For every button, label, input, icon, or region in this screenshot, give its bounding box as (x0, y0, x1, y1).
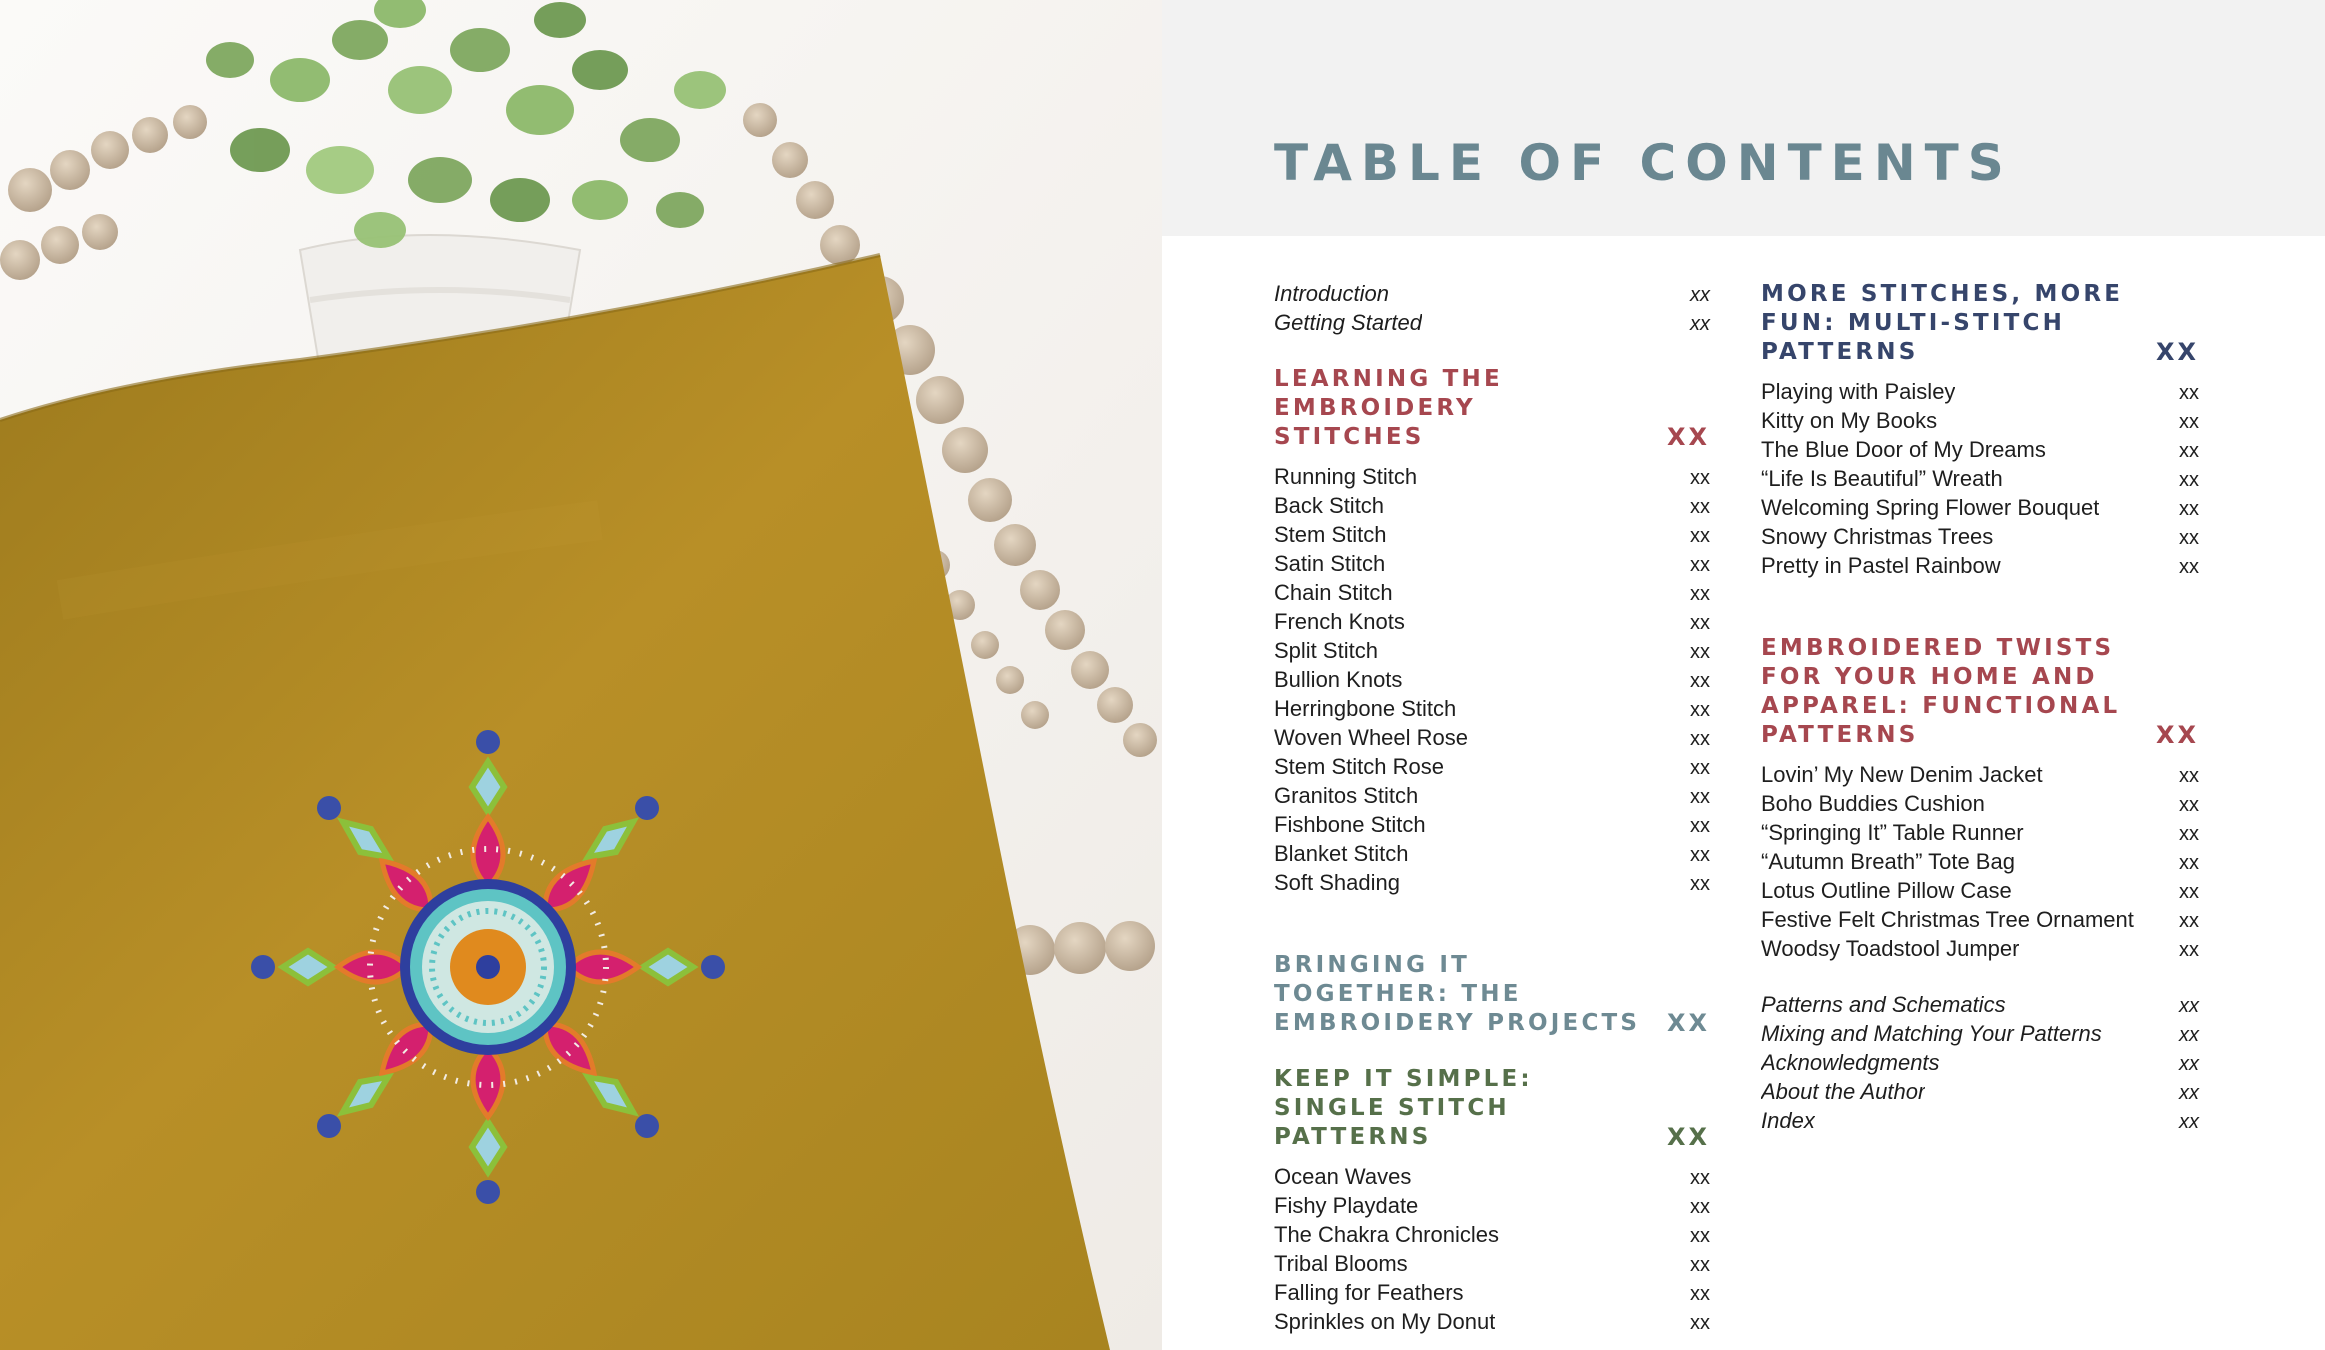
entry-page: xx (1690, 525, 1710, 547)
entry-title: Boho Buddies Cushion (1761, 791, 1985, 816)
entry-page: xx (1690, 670, 1710, 692)
entry-page: xx (1690, 699, 1710, 721)
entry-page: xx (1690, 844, 1710, 866)
toc-entry[interactable] (1761, 552, 2199, 581)
entry-title: Lotus Outline Pillow Case (1761, 878, 2012, 903)
section-title: MORE STITCHES, MORE FUN: MULTI-STITCH PATTERNS (1761, 281, 2124, 365)
entry-title: Stem Stitch (1274, 522, 1387, 547)
entry-title: Falling for Feathers (1274, 1280, 1464, 1305)
entry-title: Running Stitch (1274, 464, 1418, 489)
toc-entry[interactable] (1274, 666, 1710, 695)
section-heading-simple[interactable] (1274, 1065, 1710, 1152)
entry-title: Playing with Paisley (1761, 379, 1956, 404)
entry-page: xx (1690, 786, 1710, 808)
entry-title: Herringbone Stitch (1274, 696, 1457, 721)
entry-title: Lovin’ My New Denim Jacket (1761, 762, 2043, 787)
section-page: XX (1666, 423, 1710, 451)
entry-title: Patterns and Schematics (1761, 992, 2006, 1017)
entry-page: xx (2179, 498, 2199, 520)
toc-entry[interactable] (1761, 1049, 2199, 1078)
pillow-photo-illustration (0, 0, 1162, 1350)
toc-entry[interactable] (1761, 790, 2199, 819)
entry-title: Getting Started (1274, 310, 1422, 335)
section-heading-learning[interactable] (1274, 365, 1710, 452)
entry-page: xx (1690, 815, 1710, 837)
entry-title: Fishbone Stitch (1274, 812, 1426, 837)
toc-entry[interactable] (1274, 608, 1710, 637)
entry-page: xx (2179, 852, 2199, 874)
entry-title: Snowy Christmas Trees (1761, 524, 1994, 549)
entry-page: xx (1690, 612, 1710, 634)
toc-entry[interactable] (1761, 523, 2199, 552)
entry-title: About the Author (1761, 1079, 1926, 1104)
entry-title: Chain Stitch (1274, 580, 1393, 605)
toc-entry[interactable] (1761, 494, 2199, 523)
toc-entry[interactable] (1274, 782, 1710, 811)
toc-entry[interactable] (1274, 840, 1710, 869)
toc-entry[interactable] (1761, 1020, 2199, 1049)
toc-column-right (1761, 280, 2199, 1136)
entry-page: xx (2179, 881, 2199, 903)
toc-entry[interactable] (1274, 724, 1710, 753)
entry-title: Woodsy Toadstool Jumper (1761, 936, 2020, 961)
toc-entry[interactable] (1274, 811, 1710, 840)
single-stitch-pattern-list (1274, 1163, 1710, 1337)
toc-entry[interactable] (1274, 521, 1710, 550)
toc-entry[interactable] (1274, 1163, 1710, 1192)
section-title: LEARNING THE EMBROIDERY STITCHES (1274, 366, 1503, 450)
entry-page: xx (1690, 496, 1710, 518)
entry-page: xx (1690, 313, 1710, 335)
toc-entry[interactable] (1761, 935, 2199, 964)
entry-page: xx (1690, 1312, 1710, 1334)
entry-title: Granitos Stitch (1274, 783, 1419, 808)
entry-title: Welcoming Spring Flower Bouquet (1761, 495, 2100, 520)
entry-page: xx (1690, 284, 1710, 306)
entry-title: “Autumn Breath” Tote Bag (1761, 849, 2015, 874)
entry-title: Blanket Stitch (1274, 841, 1409, 866)
toc-entry[interactable] (1761, 906, 2199, 935)
entry-title: The Blue Door of My Dreams (1761, 437, 2046, 462)
entry-title: French Knots (1274, 609, 1405, 634)
entry-title: Introduction (1274, 281, 1389, 306)
toc-entry[interactable] (1274, 1250, 1710, 1279)
toc-entry[interactable] (1761, 877, 2199, 906)
entry-title: Back Stitch (1274, 493, 1385, 518)
entry-page: xx (2179, 411, 2199, 433)
toc-column-left (1274, 280, 1710, 1337)
entry-page: xx (1690, 641, 1710, 663)
entry-title: Festive Felt Christmas Tree Ornament (1761, 907, 2134, 932)
toc-entry[interactable] (1274, 1192, 1710, 1221)
toc-entry[interactable] (1274, 695, 1710, 724)
entry-page: xx (1690, 1196, 1710, 1218)
functional-pattern-list (1761, 761, 2199, 964)
entry-page: xx (2179, 469, 2199, 491)
learning-stitch-list (1274, 463, 1710, 898)
entry-title: Mixing and Matching Your Patterns (1761, 1021, 2102, 1046)
toc-entry[interactable] (1274, 753, 1710, 782)
entry-title: Bullion Knots (1274, 667, 1403, 692)
toc-entry[interactable] (1761, 407, 2199, 436)
entry-page: xx (1690, 554, 1710, 576)
entry-title: Sprinkles on My Donut (1274, 1309, 1496, 1334)
entry-title: Stem Stitch Rose (1274, 754, 1444, 779)
toc-entry[interactable] (1761, 1078, 2199, 1107)
toc-entry[interactable] (1274, 550, 1710, 579)
toc-entry[interactable] (1274, 463, 1710, 492)
entry-page: xx (2179, 995, 2199, 1017)
entry-page: xx (2179, 794, 2199, 816)
entry-title: Fishy Playdate (1274, 1193, 1419, 1218)
entry-page: xx (2179, 1082, 2199, 1104)
cover-photo (0, 0, 1162, 1350)
section-page: XX (1666, 1123, 1710, 1151)
entry-title: Ocean Waves (1274, 1164, 1412, 1189)
entry-page: xx (1690, 1167, 1710, 1189)
entry-title: Soft Shading (1274, 870, 1400, 895)
entry-page: xx (2179, 1024, 2199, 1046)
toc-entry[interactable] (1761, 1107, 2199, 1136)
entry-page: xx (2179, 1111, 2199, 1133)
toc-entry[interactable] (1761, 436, 2199, 465)
entry-page: xx (1690, 1283, 1710, 1305)
section-heading-more[interactable] (1761, 280, 2199, 367)
entry-page: xx (2179, 382, 2199, 404)
entry-page: xx (2179, 823, 2199, 845)
toc-entry[interactable] (1274, 1308, 1710, 1337)
entry-page: xx (1690, 583, 1710, 605)
entry-title: Kitty on My Books (1761, 408, 1938, 433)
toc-entry[interactable] (1761, 819, 2199, 848)
page-title: TABLE OF CONTENTS (1274, 134, 2013, 192)
section-title: EMBROIDERED TWISTS FOR YOUR HOME AND APPAREL: FUNCTIONAL PATTERNS (1761, 635, 2121, 748)
entry-page: xx (1690, 1225, 1710, 1247)
entry-title: Index (1761, 1108, 1815, 1133)
entry-title: Woven Wheel Rose (1274, 725, 1469, 750)
section-heading-twists[interactable] (1761, 634, 2199, 750)
entry-page: xx (1690, 757, 1710, 779)
entry-page: xx (2179, 765, 2199, 787)
section-title: KEEP IT SIMPLE: SINGLE STITCH PATTERNS (1274, 1066, 1533, 1150)
toc-entry[interactable] (1761, 465, 2199, 494)
toc-entry[interactable] (1761, 761, 2199, 790)
toc-entry[interactable] (1761, 991, 2199, 1020)
embroidered-mandala (251, 730, 725, 1204)
entry-title: The Chakra Chronicles (1274, 1222, 1499, 1247)
entry-page: xx (1690, 728, 1710, 750)
entry-title: “Springing It” Table Runner (1761, 820, 2024, 845)
entry-title: Acknowledgments (1761, 1050, 1940, 1075)
section-page: XX (2155, 721, 2199, 749)
entry-title: “Life Is Beautiful” Wreath (1761, 466, 2003, 491)
toc-entry[interactable] (1761, 848, 2199, 877)
entry-page: xx (2179, 939, 2199, 961)
title-band (1162, 0, 2325, 236)
toc-entry[interactable] (1274, 492, 1710, 521)
entry-page: xx (2179, 527, 2199, 549)
toc-entry[interactable] (1274, 280, 1710, 309)
toc-entry[interactable] (1761, 378, 2199, 407)
section-heading-bringing[interactable] (1274, 951, 1710, 1038)
entry-page: xx (2179, 556, 2199, 578)
toc-entry[interactable] (1274, 1221, 1710, 1250)
entry-page: xx (2179, 1053, 2199, 1075)
toc-entry[interactable] (1274, 579, 1710, 608)
entry-title: Pretty in Pastel Rainbow (1761, 553, 2001, 578)
entry-title: Satin Stitch (1274, 551, 1386, 576)
entry-title: Split Stitch (1274, 638, 1378, 663)
toc-entry[interactable] (1274, 309, 1710, 338)
toc-entry[interactable] (1274, 869, 1710, 898)
entry-page: xx (1690, 873, 1710, 895)
entry-page: xx (1690, 467, 1710, 489)
entry-page: xx (2179, 440, 2199, 462)
section-page: XX (2155, 338, 2199, 366)
back-matter-list (1761, 991, 2199, 1136)
toc-entry[interactable] (1274, 637, 1710, 666)
entry-title: Tribal Blooms (1274, 1251, 1408, 1276)
section-title: BRINGING IT TOGETHER: THE EMBROIDERY PROJECTS (1274, 952, 1641, 1036)
toc-entry[interactable] (1274, 1279, 1710, 1308)
entry-page: xx (2179, 910, 2199, 932)
section-page: XX (1666, 1009, 1710, 1037)
multi-stitch-pattern-list (1761, 378, 2199, 581)
entry-page: xx (1690, 1254, 1710, 1276)
